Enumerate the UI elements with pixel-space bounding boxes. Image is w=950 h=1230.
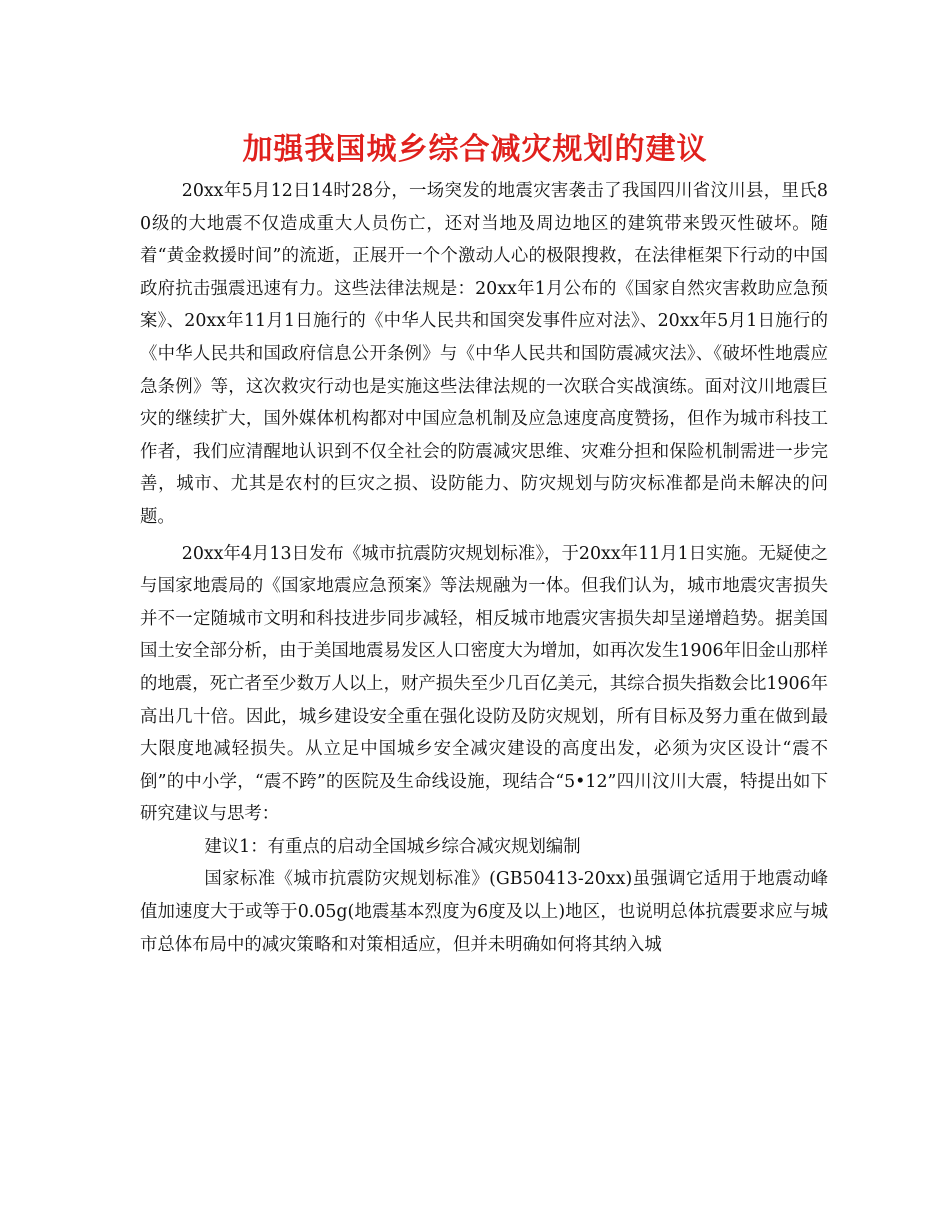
paragraph-standard: 20xx年4月13日发布《城市抗震防灾规划标准》，于20xx年11月1日实施。无疑使之与国家地震局的《国家地震应急预案》等法规融为一体。但我们认为，城市地震灾害损失并不一定随城市文明和科技进步同步减轻，相反城市地震灾害损失却呈递增趋势。据美国国土安全部分析，由于美国地震易发区人口密度大为增加，如再次发生1906年旧金山那样的地震，死亡者至少数万人以上，财产损失至少几百亿美元，其综合损失指数会比1906年高出几十倍。因此，城乡建设安全重在强化设防及防灾规划，所有目标及努力重在做到最大限度地减轻损失。从立足中国城乡安全减灾建设的高度出发，必须为灾区设计“震不倒”的中小学，“震不跨”的医院及生命线设施，现结合“5•12”四川汶川大震，特提出如下研究建议与思考： [140,543,828,825]
document-title: 加强我国城乡综合减灾规划的建议 [242,132,708,167]
section-heading-suggestion-1: 建议1：有重点的启动全国城乡综合减灾规划编制 [204,836,581,857]
paragraph-intro: 20xx年5月12日14时28分，一场突发的地震灾害袭击了我国四川省汶川县，里氏8 0级的大地震不仅造成重大人员伤亡，还对当地及周边地区的建筑带来毁灭性破坏。随着“黄金救援时间”的流逝，正展开一个个激动人心的极限搜救，在法律框架下行动的中国政府抗击强震迅速有力。这些法律法规是：20xx年1月公布的《国家自然灾害救助应急预案》、20xx年11月1日施行的《中华人民共和国突发事件应对法》、20xx年5月1日施行的《中华人民共和国政府信息公开条例》与《中华人民共和国防震减灾法》、《破坏性地震应急条例》等，这次救灾行动也是实施这些法律法规的一次联合实战演练。面对汶川地震巨灾的继续扩大，国外媒体机构都对中国应急机制及应急速度高度赞扬，但作为城市科技工作者，我们应清醒地认识到不仅全社会的防震减灾思维、灾难分担和保险机制需进一步完善，城市、尤其是农村的巨灾之损、设防能力、防灾规划与防灾标准都是尚未解决的问题。 [140,181,828,527]
paragraph-national-standard: 国家标准《城市抗震防灾规划标准》(GB50413-20xx)虽强调它适用于地震动峰值加速度大于或等于0.05g(地震基本烈度为6度及以上)地区，也说明总体抗震要求应与城市总体布局中的减灾策略和对策相适应，但并未明确如何将其纳入城 [140,869,828,955]
document-body [140,175,828,961]
